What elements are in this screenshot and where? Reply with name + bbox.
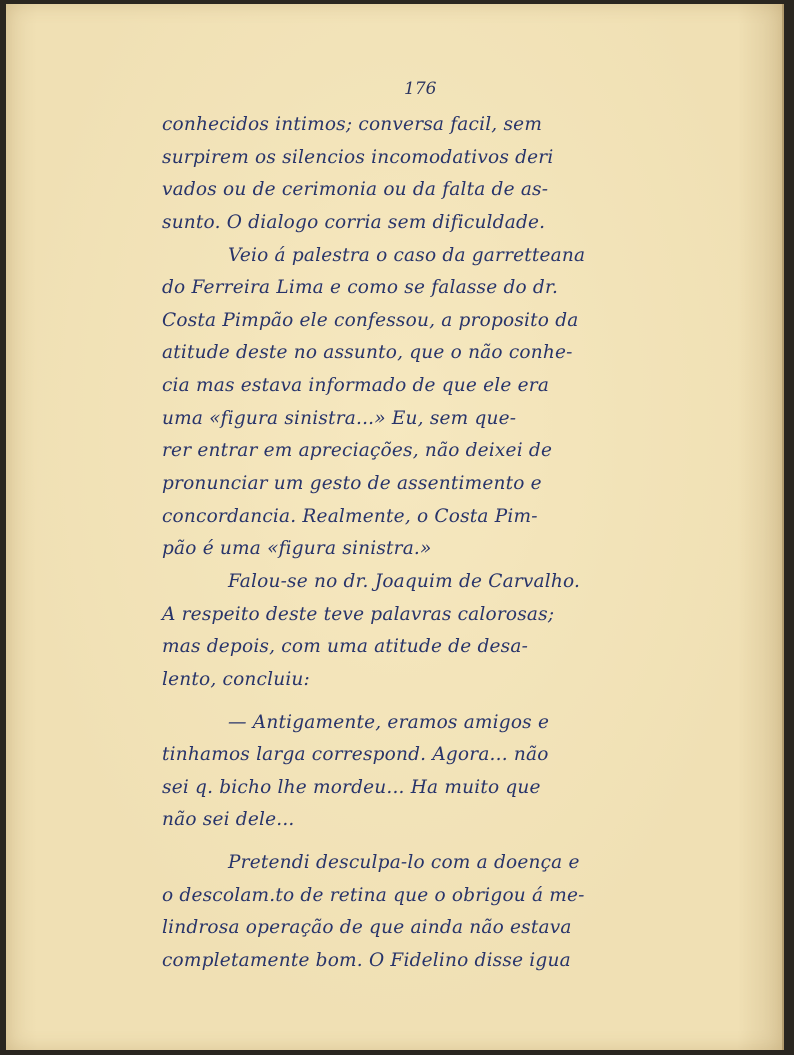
text-line: Veio á palestra o caso da garretteana (228, 244, 586, 266)
text-line: Costa Pimpão ele confessou, a proposito da (162, 309, 579, 331)
text-line: não sei dele... (162, 809, 295, 831)
text-line: rer entrar em apreciações, não deixei de (162, 440, 553, 462)
text-line: do Ferreira Lima e como se falasse do dr. (162, 277, 559, 299)
text-line: completamente bom. O Fidelino disse igua (162, 950, 571, 972)
text-line: Pretendi desculpa-lo com a doença e (228, 852, 580, 874)
text-line: uma «figura sinistra...» Eu, sem que- (162, 407, 517, 429)
text-line: Falou-se no dr. Joaquim de Carvalho. (228, 570, 581, 592)
text-line: pão é uma «figura sinistra.» (162, 538, 432, 560)
text-line: tinhamos larga correspond. Agora... não (162, 744, 549, 766)
text-line: sei q. bicho lhe mordeu... Ha muito que (162, 776, 541, 798)
manuscript-text (162, 109, 682, 978)
text-line: o descolam.to de retina que o obrigou á me- (162, 884, 585, 906)
text-line: pronunciar um gesto de assentimento e (162, 473, 542, 495)
text-line: — Antigamente, eramos amigos e (228, 711, 550, 733)
text-line: sunto. O dialogo corria sem dificuldade. (162, 211, 546, 233)
text-line: conhecidos intimos; conversa facil, sem (162, 114, 543, 135)
text-line: atitude deste no assunto, que o não conhe- (162, 342, 573, 364)
text-line: lindrosa operação de que ainda não estava (162, 917, 572, 939)
text-line: surpirem os silencios incomodativos deri (162, 146, 554, 168)
page-edge (782, 4, 784, 1050)
text-line: concordancia. Realmente, o Costa Pim- (162, 505, 538, 527)
text-line: mas depois, com uma atitude de desa- (162, 636, 529, 658)
page-number: 176 (404, 79, 437, 99)
text-line: lento, concluiu: (162, 668, 310, 690)
text-line: vados ou de cerimonia ou da falta de as- (162, 179, 549, 201)
text-line: A respeito deste teve palavras calorosas; (162, 603, 555, 625)
text-line: cia mas estava informado de que ele era (162, 375, 550, 397)
